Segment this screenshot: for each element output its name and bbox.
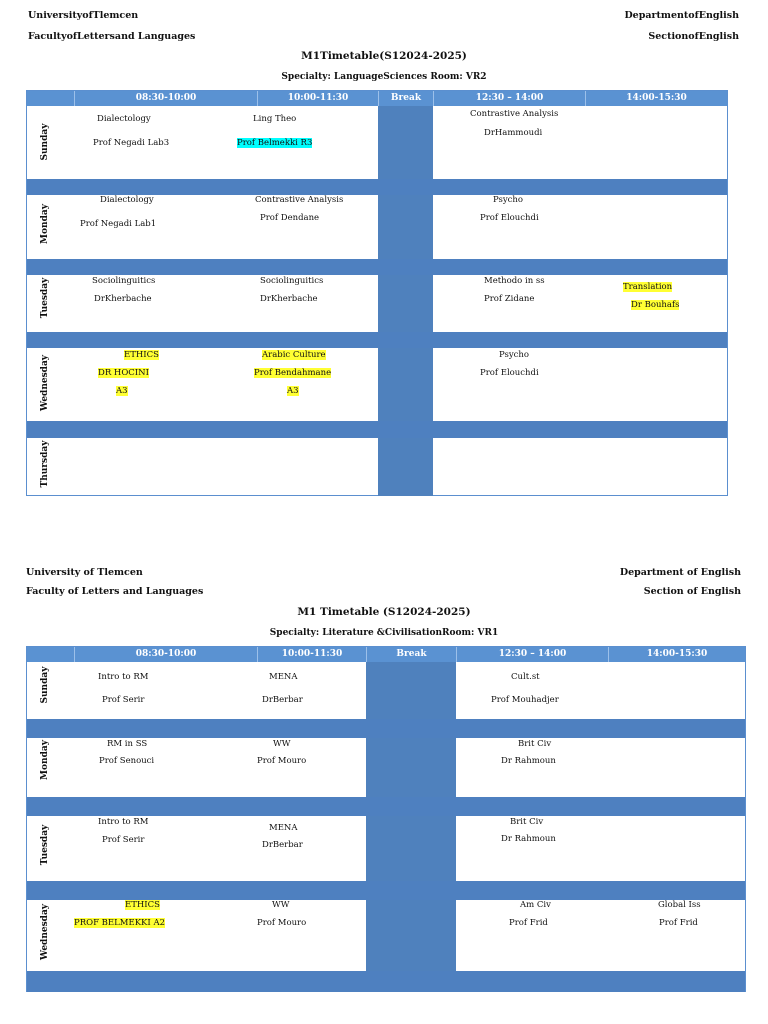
course-name: Sociolinguitics bbox=[92, 276, 156, 286]
instructor: Prof Dendane bbox=[260, 213, 320, 223]
day-label: Monday bbox=[40, 204, 50, 244]
specialty-room: Specialty: Literature &CivilisationRoom: VR1 bbox=[269, 628, 499, 638]
instructor: Prof Negadi Lab1 bbox=[80, 219, 157, 229]
day-label: Tuesday bbox=[40, 824, 50, 866]
course-name: ETHICS bbox=[125, 900, 160, 910]
instructor: Prof Negadi Lab3 bbox=[93, 138, 170, 148]
break-column bbox=[366, 662, 456, 982]
header-slot-2: 10:00-11:30 bbox=[257, 647, 366, 662]
course-name: Am Civ bbox=[520, 900, 551, 910]
course-name: MENA bbox=[269, 672, 298, 682]
instructor: DrHammoudi bbox=[484, 128, 543, 138]
timetable-title: M1Timetable(S12024-2025) bbox=[301, 50, 467, 62]
timetable-title: M1 Timetable (S12024-2025) bbox=[297, 606, 471, 618]
faculty-name: Faculty of Letters and Languages bbox=[26, 586, 204, 597]
course-name: Ling Theo bbox=[253, 114, 297, 124]
day-label: Sunday bbox=[40, 666, 50, 704]
instructor: Prof Zidane bbox=[484, 294, 535, 304]
header-row bbox=[27, 91, 727, 106]
instructor: Prof Bendahmane bbox=[254, 368, 332, 378]
instructor: Dr Rahmoun bbox=[501, 756, 556, 766]
department-name: DepartmentofEnglish bbox=[624, 10, 739, 21]
instructor: DrBerbar bbox=[262, 840, 303, 850]
course-name: Translation bbox=[623, 282, 673, 292]
instructor: DR HOCINI bbox=[98, 368, 149, 378]
header-slot-1: 08:30-10:00 bbox=[74, 647, 257, 662]
header-slot-2: 10:00-11:30 bbox=[257, 91, 378, 106]
instructor: Prof Elouchdi bbox=[480, 213, 539, 223]
row-separator bbox=[27, 971, 745, 992]
course-name: MENA bbox=[269, 823, 298, 833]
course-name: Contrastive Analysis bbox=[470, 109, 559, 119]
day-label: Monday bbox=[40, 740, 50, 780]
schedule-table bbox=[26, 646, 746, 992]
instructor: Prof Mouro bbox=[257, 918, 307, 928]
header-slot-4: 14:00-15:30 bbox=[585, 91, 727, 106]
day-label: Wednesday bbox=[40, 354, 50, 412]
instructor: Dr Rahmoun bbox=[501, 834, 556, 844]
instructor: Prof Mouro bbox=[257, 756, 307, 766]
course-name: Global Iss bbox=[658, 900, 701, 910]
instructor: PROF BELMEKKI A2 bbox=[74, 918, 165, 928]
room: A3 bbox=[287, 386, 299, 396]
course-name: ETHICS bbox=[124, 350, 159, 360]
instructor: Dr Bouhafs bbox=[631, 300, 680, 310]
instructor: DrKherbache bbox=[260, 294, 318, 304]
header-slot-3: 12:30 – 14:00 bbox=[456, 647, 608, 662]
row-separator bbox=[27, 719, 745, 738]
section-name: Section of English bbox=[643, 586, 741, 597]
day-label: Thursday bbox=[40, 440, 50, 488]
instructor: Prof Frid bbox=[509, 918, 548, 928]
instructor: DrBerbar bbox=[262, 695, 303, 705]
faculty-name: FacultyofLettersand Languages bbox=[28, 31, 196, 42]
header-slot-1: 08:30-10:00 bbox=[74, 91, 257, 106]
department-name: Department of English bbox=[619, 567, 741, 578]
university-name: University of Tlemcen bbox=[26, 567, 143, 578]
row-separator bbox=[27, 179, 727, 195]
day-label: Tuesday bbox=[40, 277, 50, 319]
schedule-table bbox=[26, 90, 728, 496]
day-label: Sunday bbox=[40, 123, 50, 161]
course-name: Brit Civ bbox=[510, 817, 544, 827]
instructor: DrKherbache bbox=[94, 294, 152, 304]
course-name: Cult.st bbox=[511, 672, 540, 682]
course-name: Dialectology bbox=[100, 195, 154, 205]
row-separator bbox=[27, 797, 745, 816]
row-separator bbox=[27, 421, 727, 438]
course-name: Arabic Culture bbox=[262, 350, 326, 360]
row-separator bbox=[27, 259, 727, 275]
course-name: RM in SS bbox=[107, 739, 148, 749]
instructor: Prof Mouhadjer bbox=[491, 695, 559, 705]
instructor: Prof Serir bbox=[102, 695, 145, 705]
header-slot-4: 14:00-15:30 bbox=[608, 647, 745, 662]
room: A3 bbox=[116, 386, 128, 396]
course-name: Psycho bbox=[499, 350, 530, 360]
specialty-room: Specialty: LanguageSciences Room: VR2 bbox=[281, 72, 487, 82]
course-name: Methodo in ss bbox=[484, 276, 545, 286]
instructor: Prof Frid bbox=[659, 918, 698, 928]
header-break: Break bbox=[378, 91, 433, 106]
day-label: Wednesday bbox=[40, 903, 50, 961]
course-name: Dialectology bbox=[97, 114, 151, 124]
course-name: WW bbox=[273, 739, 291, 749]
course-name: Contrastive Analysis bbox=[255, 195, 344, 205]
course-name: Psycho bbox=[493, 195, 524, 205]
course-name: WW bbox=[272, 900, 290, 910]
university-name: UniversityofTlemcen bbox=[28, 10, 139, 21]
header-row bbox=[27, 647, 745, 662]
header-slot-3: 12:30 – 14:00 bbox=[433, 91, 585, 106]
row-separator bbox=[27, 881, 745, 900]
instructor: Prof Senouci bbox=[99, 756, 155, 766]
instructor: Prof Belmekki R3 bbox=[237, 138, 313, 148]
course-name: Intro to RM bbox=[98, 817, 149, 827]
course-name: Brit Civ bbox=[518, 739, 552, 749]
course-name: Intro to RM bbox=[98, 672, 149, 682]
section-name: SectionofEnglish bbox=[648, 31, 739, 42]
header-break: Break bbox=[366, 647, 456, 662]
instructor: Prof Serir bbox=[102, 835, 145, 845]
row-separator bbox=[27, 332, 727, 348]
instructor: Prof Elouchdi bbox=[480, 368, 539, 378]
course-name: Sociolinguitics bbox=[260, 276, 324, 286]
